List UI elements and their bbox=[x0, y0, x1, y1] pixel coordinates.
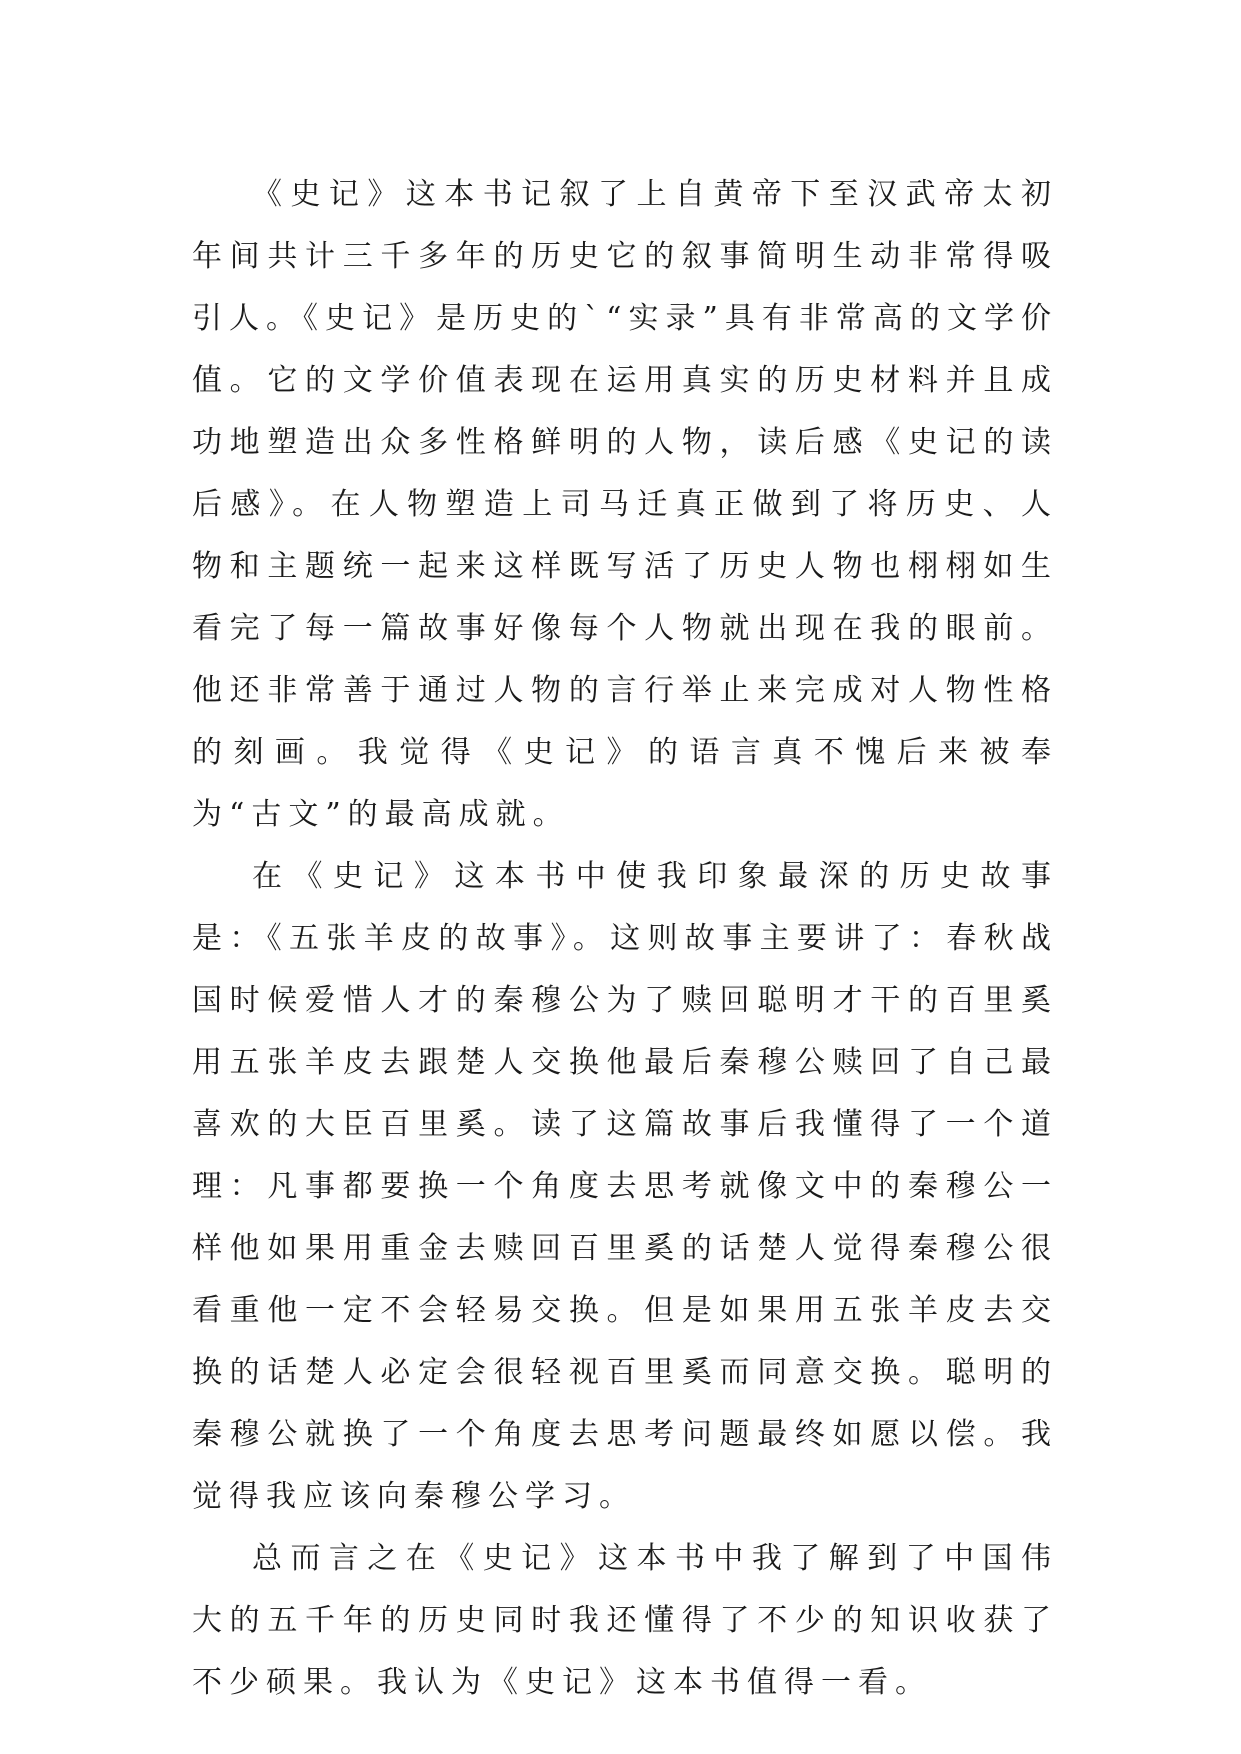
paragraph-3: 总而言之在《史记》这本书中我了解到了中国伟大的五千年的历史同时我还懂得了不少的知识收获了不少硕果。我认为《史记》这本书值得一看。 bbox=[192, 1541, 1058, 1700]
paragraph-2: 在《史记》这本书中使我印象最深的历史故事是：《五张羊皮的故事》。这则故事主要讲了：春秋战国时候爱惜人才的秦穆公为了赎回聪明才干的百里奚用五张羊皮去跟楚人交换他最后秦穆公赎回了自己最喜欢的大臣百里奚。读了这篇故事后我懂得了一个道理：凡事都要换一个角度去思考就像文中的秦穆公一样他如果用重金去赎回百里奚的话楚人觉得秦穆公很看重他一定不会轻易交换。但是如果用五张羊皮去交换的话楚人必定会很轻视百里奚而同意交换。聪明的秦穆公就换了一个角度去思考问题最终如愿以偿。我觉得我应该向秦穆公学习。 bbox=[192, 859, 1058, 1514]
paragraph-1: 《史记》这本书记叙了上自黄帝下至汉武帝太初年间共计三千多年的历史它的叙事简明生动非常得吸引人。《史记》是历史的`“实录”具有非常高的文学价值。它的文学价值表现在运用真实的历史材料并且成功地塑造出众多性格鲜明的人物，读后感《史记的读后感》。在人物塑造上司马迁真正做到了将历史、人物和主题统一起来这样既写活了历史人物也栩栩如生看完了每一篇故事好像每个人物就出现在我的眼前。他还非常善于通过人物的言行举止来完成对人物性格的刻画。我觉得《史记》的语言真不愧后来被奉为“古文”的最高成就。 bbox=[192, 177, 1058, 832]
document-body bbox=[192, 164, 1058, 1714]
